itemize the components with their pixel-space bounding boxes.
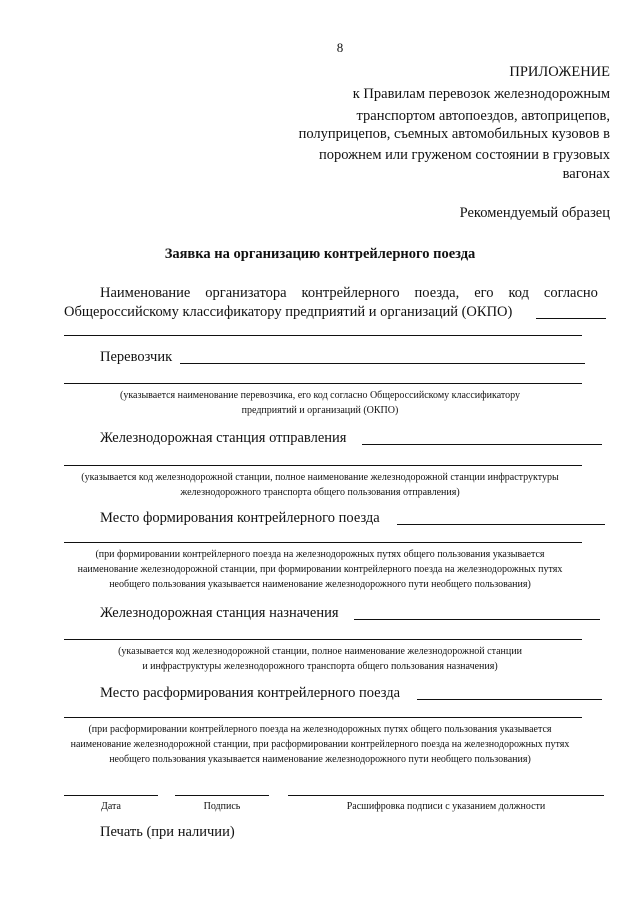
appendix-line-4: порожнем или груженом состоянии в грузовых xyxy=(318,147,610,163)
carrier-hint-line-1: (указывается наименование перевозчика, его код согласно Общероссийскому классификатору xyxy=(120,390,520,401)
carrier-field-continuation[interactable] xyxy=(64,383,582,384)
date-label: Дата xyxy=(101,801,121,812)
destination-station-hint-line-1: (указывается код железнодорожной станции, полное наименование железнодорожной станции xyxy=(118,646,522,657)
destination-station-field-continuation[interactable] xyxy=(64,639,582,640)
carrier-label: Перевозчик xyxy=(100,349,173,365)
departure-station-label: Железнодорожная станция отправления xyxy=(100,430,347,446)
departure-station-field-continuation[interactable] xyxy=(64,465,582,466)
disbandment-place-field-continuation[interactable] xyxy=(64,717,582,718)
page-number: 8 xyxy=(336,40,344,55)
departure-station-hint-line-1: (указывается код железнодорожной станции, полное наименование железнодорожной станции инфраструктуры xyxy=(81,472,559,483)
signature-label: Подпись xyxy=(203,801,241,812)
destination-station-hint-line-2: и инфраструктуры железнодорожного транспорта общего пользования назначения) xyxy=(142,661,498,672)
formation-place-hint-line-1: (при формировании контрейлерного поезда на железнодорожных путях общего пользования указывается xyxy=(95,549,545,560)
carrier-hint-line-2: предприятий и организаций (ОКПО) xyxy=(241,405,399,416)
appendix-line-2: транспортом автопоездов, автоприцепов, xyxy=(356,108,610,124)
formation-place-hint-line-2: наименование железнодорожной станции, при формировании контрейлерного поезда на железнодорожных путях xyxy=(77,564,563,575)
appendix-label: ПРИЛОЖЕНИЕ xyxy=(509,64,610,80)
departure-station-field[interactable] xyxy=(362,444,602,445)
date-field[interactable] xyxy=(64,795,158,796)
appendix-line-5: вагонах xyxy=(562,166,610,182)
appendix-line-1: к Правилам перевозок железнодорожным xyxy=(352,86,610,102)
disbandment-place-label: Место расформирования контрейлерного поезда xyxy=(100,685,401,701)
stamp-label: Печать (при наличии) xyxy=(100,824,235,840)
formation-place-field[interactable] xyxy=(397,524,605,525)
disbandment-place-hint-line-2: наименование железнодорожной станции, при расформировании контрейлерного поезда на железнодорожных путях xyxy=(70,739,570,750)
appendix-line-3: полуприцепов, съемных автомобильных кузовов в xyxy=(298,126,610,142)
formation-place-hint-line-3: необщего пользования указывается наименование железнодорожного пути необщего пользования) xyxy=(109,579,531,590)
organizer-label-line-2: Общероссийскому классификатору предприятий и организаций (ОКПО) xyxy=(64,304,513,320)
signature-decoding-label: Расшифровка подписи с указанием должности xyxy=(346,801,546,812)
organizer-label-line-1: Наименование организатора контрейлерного поезда, его код согласно xyxy=(100,285,598,301)
signature-decoding-field[interactable] xyxy=(288,795,604,796)
organizer-name-field[interactable] xyxy=(64,335,582,336)
departure-station-hint-line-2: железнодорожного транспорта общего пользования отправления) xyxy=(180,487,460,498)
disbandment-place-hint-line-1: (при расформировании контрейлерного поезда на железнодорожных путях общего пользования указывается xyxy=(88,724,552,735)
form-title: Заявка на организацию контрейлерного поезда xyxy=(164,246,476,262)
destination-station-label: Железнодорожная станция назначения xyxy=(100,605,339,621)
signature-field[interactable] xyxy=(175,795,269,796)
organizer-okpo-field[interactable] xyxy=(536,318,606,319)
formation-place-field-continuation[interactable] xyxy=(64,542,582,543)
formation-place-label: Место формирования контрейлерного поезда xyxy=(100,510,380,526)
carrier-field[interactable] xyxy=(180,363,585,364)
disbandment-place-hint-line-3: необщего пользования указывается наименование железнодорожного пути необщего пользования) xyxy=(109,754,531,765)
sample-note: Рекомендуемый образец xyxy=(459,205,610,221)
destination-station-field[interactable] xyxy=(354,619,600,620)
disbandment-place-field[interactable] xyxy=(417,699,602,700)
